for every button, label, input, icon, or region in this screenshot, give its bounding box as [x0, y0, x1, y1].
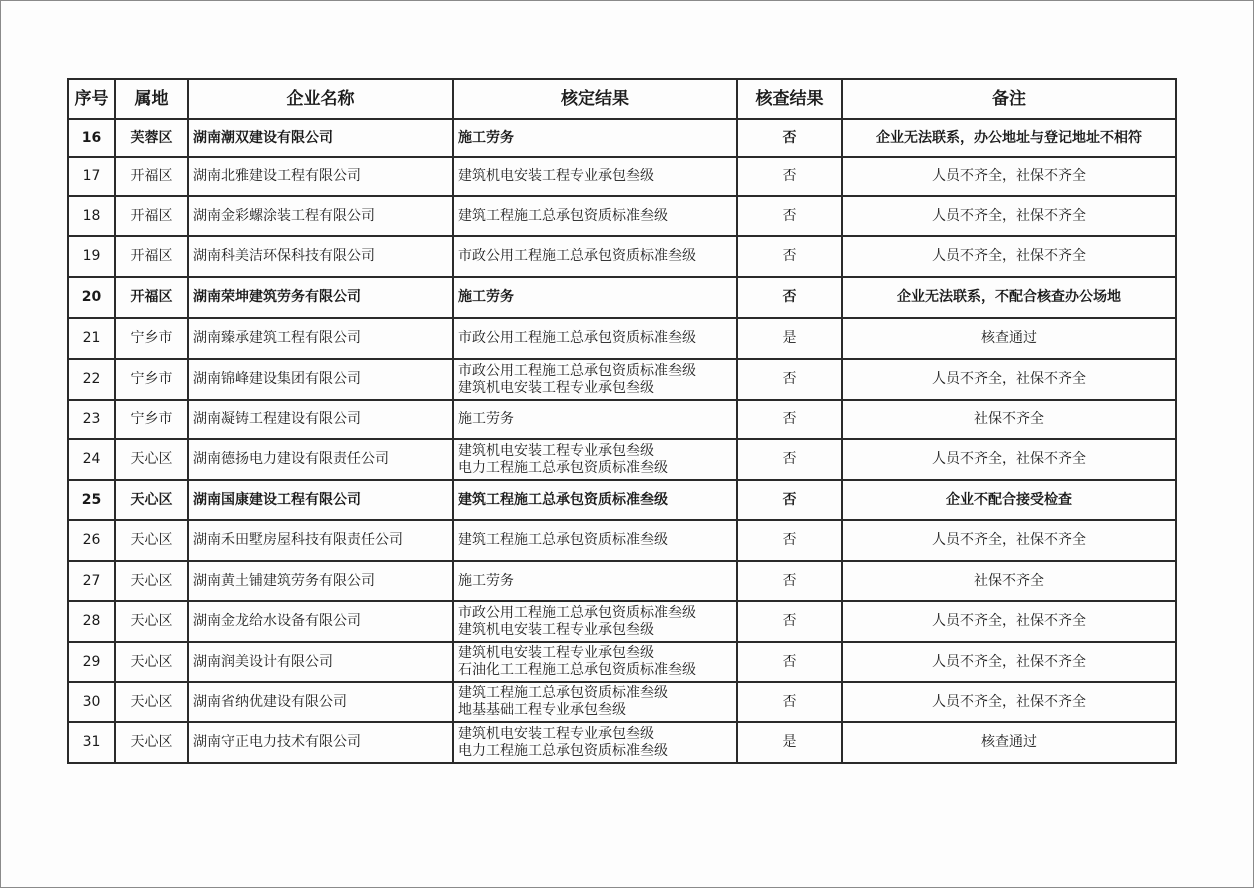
row-number: 27 — [68, 561, 115, 601]
region-cell: 天心区 — [115, 642, 188, 682]
company-name-cell: 湖南润美设计有限公司 — [188, 642, 453, 682]
assessment-result-cell — [453, 400, 737, 439]
table-row — [68, 318, 1176, 359]
check-result-cell: 否 — [737, 359, 842, 400]
row-number: 28 — [68, 601, 115, 642]
company-name-cell: 湖南金龙给水设备有限公司 — [188, 601, 453, 642]
assessment-result-cell — [453, 722, 737, 763]
qualification-line: 建筑工程施工总承包资质标准叁级 — [458, 685, 668, 701]
qualification-line: 施工劳务 — [458, 129, 514, 146]
table-row — [68, 400, 1176, 439]
table-row — [68, 682, 1176, 722]
region-cell: 开福区 — [115, 157, 188, 196]
header-region: 属地 — [115, 79, 188, 119]
check-result-cell: 是 — [737, 722, 842, 763]
row-number: 29 — [68, 642, 115, 682]
qualification-line: 建筑工程施工总承包资质标准叁级 — [458, 207, 668, 224]
header-assessment-result: 核定结果 — [453, 79, 737, 119]
row-number: 19 — [68, 236, 115, 277]
inspection-results-table — [67, 78, 1177, 764]
assessment-result-cell — [453, 157, 737, 196]
header-num: 序号 — [68, 79, 115, 119]
company-name-cell: 湖南荣坤建筑劳务有限公司 — [188, 277, 453, 318]
region-cell: 宁乡市 — [115, 359, 188, 400]
remarks-cell: 人员不齐全，社保不齐全 — [842, 236, 1176, 277]
check-result-cell: 否 — [737, 236, 842, 277]
qualification-line: 市政公用工程施工总承包资质标准叁级 — [458, 248, 696, 264]
check-result-cell: 否 — [737, 157, 842, 196]
company-name-cell: 湖南黄土铺建筑劳务有限公司 — [188, 561, 453, 601]
table-row — [68, 722, 1176, 763]
qualification-line: 建筑机电安装工程专业承包叁级 — [458, 621, 654, 638]
remarks-cell: 人员不齐全，社保不齐全 — [842, 642, 1176, 682]
check-result-cell: 否 — [737, 480, 842, 520]
check-result-cell: 否 — [737, 439, 842, 480]
check-result-cell: 否 — [737, 561, 842, 601]
row-number: 17 — [68, 157, 115, 196]
row-number: 22 — [68, 359, 115, 400]
region-cell: 宁乡市 — [115, 318, 188, 359]
region-cell: 开福区 — [115, 277, 188, 318]
table-row — [68, 277, 1176, 318]
company-name-cell: 湖南北雅建设工程有限公司 — [188, 157, 453, 196]
qualification-line: 市政公用工程施工总承包资质标准叁级 — [458, 330, 696, 346]
region-cell: 宁乡市 — [115, 400, 188, 439]
qualification-line: 电力工程施工总承包资质标准叁级 — [458, 742, 668, 759]
remarks-cell: 人员不齐全，社保不齐全 — [842, 439, 1176, 480]
row-number: 26 — [68, 520, 115, 561]
assessment-result-cell — [453, 682, 737, 722]
check-result-cell: 是 — [737, 318, 842, 359]
qualification-line: 地基基础工程专业承包叁级 — [458, 702, 626, 718]
company-name-cell: 湖南国康建设工程有限公司 — [188, 480, 453, 520]
remarks-cell: 核查通过 — [842, 722, 1176, 763]
check-result-cell: 否 — [737, 119, 842, 157]
qualification-line: 石油化工工程施工总承包资质标准叁级 — [458, 662, 696, 678]
company-name-cell: 湖南德扬电力建设有限责任公司 — [188, 439, 453, 480]
table-body — [68, 119, 1176, 763]
check-result-cell: 否 — [737, 642, 842, 682]
check-result-cell: 否 — [737, 196, 842, 236]
assessment-result-cell — [453, 439, 737, 480]
table-row — [68, 439, 1176, 480]
check-result-cell: 否 — [737, 682, 842, 722]
company-name-cell: 湖南守正电力技术有限公司 — [188, 722, 453, 763]
qualification-line: 建筑机电安装工程专业承包叁级 — [458, 379, 654, 396]
qualification-line: 市政公用工程施工总承包资质标准叁级 — [458, 604, 696, 621]
remarks-cell: 核查通过 — [842, 318, 1176, 359]
company-name-cell: 湖南潮双建设有限公司 — [188, 119, 453, 157]
remarks-cell: 企业无法联系，不配合核查办公场地 — [842, 277, 1176, 318]
assessment-result-cell — [453, 561, 737, 601]
table-row — [68, 359, 1176, 400]
remarks-cell: 人员不齐全，社保不齐全 — [842, 601, 1176, 642]
region-cell: 天心区 — [115, 722, 188, 763]
region-cell: 天心区 — [115, 439, 188, 480]
table-row — [68, 236, 1176, 277]
assessment-result-cell — [453, 601, 737, 642]
region-cell: 天心区 — [115, 561, 188, 601]
table-row — [68, 480, 1176, 520]
header-remarks: 备注 — [842, 79, 1176, 119]
region-cell: 天心区 — [115, 480, 188, 520]
remarks-cell: 企业无法联系，办公地址与登记地址不相符 — [842, 119, 1176, 157]
assessment-result-cell — [453, 642, 737, 682]
qualification-line: 建筑工程施工总承包资质标准叁级 — [458, 491, 668, 508]
row-number: 25 — [68, 480, 115, 520]
assessment-result-cell — [453, 318, 737, 359]
region-cell: 天心区 — [115, 520, 188, 561]
qualification-line: 电力工程施工总承包资质标准叁级 — [458, 459, 668, 476]
table-row — [68, 119, 1176, 157]
header-check-result: 核查结果 — [737, 79, 842, 119]
remarks-cell: 人员不齐全，社保不齐全 — [842, 157, 1176, 196]
header-company-name: 企业名称 — [188, 79, 453, 119]
table-row — [68, 561, 1176, 601]
remarks-cell: 社保不齐全 — [842, 400, 1176, 439]
table-row — [68, 642, 1176, 682]
qualification-line: 建筑机电安装工程专业承包叁级 — [458, 442, 654, 459]
region-cell: 天心区 — [115, 601, 188, 642]
row-number: 23 — [68, 400, 115, 439]
remarks-cell: 人员不齐全，社保不齐全 — [842, 682, 1176, 722]
qualification-line: 市政公用工程施工总承包资质标准叁级 — [458, 362, 696, 379]
table-header-row — [68, 79, 1176, 119]
row-number: 31 — [68, 722, 115, 763]
qualification-line: 施工劳务 — [458, 572, 514, 589]
check-result-cell: 否 — [737, 601, 842, 642]
row-number: 16 — [68, 119, 115, 157]
assessment-result-cell — [453, 359, 737, 400]
row-number: 18 — [68, 196, 115, 236]
assessment-result-cell — [453, 480, 737, 520]
company-name-cell: 湖南锦峰建设集团有限公司 — [188, 359, 453, 400]
row-number: 20 — [68, 277, 115, 318]
company-name-cell: 湖南禾田墅房屋科技有限责任公司 — [188, 520, 453, 561]
qualification-line: 建筑机电安装工程专业承包叁级 — [458, 168, 654, 184]
qualification-line: 施工劳务 — [458, 411, 514, 427]
assessment-result-cell — [453, 236, 737, 277]
assessment-result-cell — [453, 196, 737, 236]
check-result-cell: 否 — [737, 400, 842, 439]
remarks-cell: 人员不齐全，社保不齐全 — [842, 196, 1176, 236]
assessment-result-cell — [453, 119, 737, 157]
company-name-cell: 湖南省纳优建设有限公司 — [188, 682, 453, 722]
remarks-cell: 人员不齐全，社保不齐全 — [842, 359, 1176, 400]
region-cell: 芙蓉区 — [115, 119, 188, 157]
table-row — [68, 520, 1176, 561]
remarks-cell: 企业不配合接受检查 — [842, 480, 1176, 520]
qualification-line: 施工劳务 — [458, 289, 514, 305]
region-cell: 开福区 — [115, 236, 188, 277]
remarks-cell: 人员不齐全，社保不齐全 — [842, 520, 1176, 561]
check-result-cell: 否 — [737, 520, 842, 561]
company-name-cell: 湖南凝铸工程建设有限公司 — [188, 400, 453, 439]
table-row — [68, 157, 1176, 196]
row-number: 30 — [68, 682, 115, 722]
check-result-cell: 否 — [737, 277, 842, 318]
assessment-result-cell — [453, 277, 737, 318]
company-name-cell: 湖南科美洁环保科技有限公司 — [188, 236, 453, 277]
qualification-line: 建筑机电安装工程专业承包叁级 — [458, 645, 654, 661]
qualification-line: 建筑机电安装工程专业承包叁级 — [458, 725, 654, 742]
company-name-cell: 湖南臻承建筑工程有限公司 — [188, 318, 453, 359]
assessment-result-cell — [453, 520, 737, 561]
region-cell: 天心区 — [115, 682, 188, 722]
row-number: 21 — [68, 318, 115, 359]
table-row — [68, 601, 1176, 642]
row-number: 24 — [68, 439, 115, 480]
remarks-cell: 社保不齐全 — [842, 561, 1176, 601]
qualification-line: 建筑工程施工总承包资质标准叁级 — [458, 532, 668, 548]
region-cell: 开福区 — [115, 196, 188, 236]
table-row — [68, 196, 1176, 236]
company-name-cell: 湖南金彩螺涂装工程有限公司 — [188, 196, 453, 236]
